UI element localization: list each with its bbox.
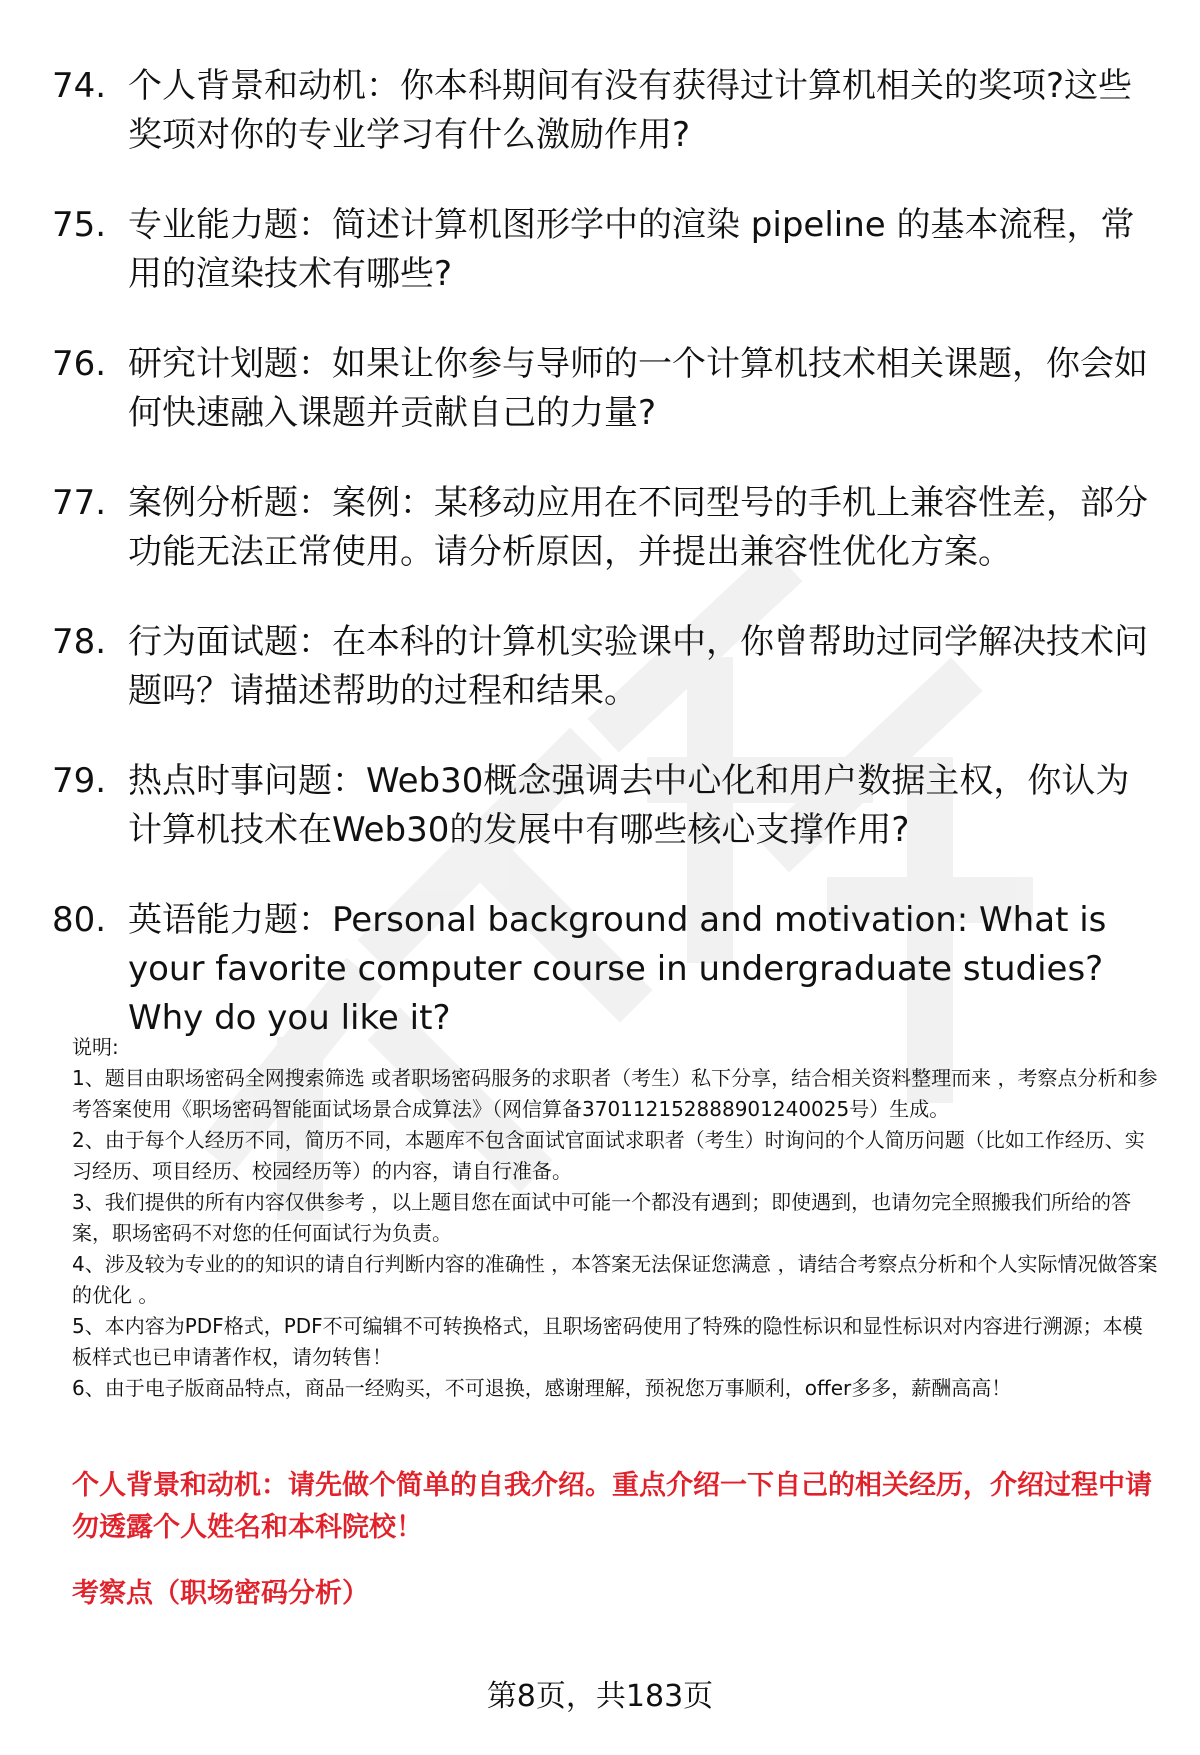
question-item xyxy=(52,340,1162,438)
question-text: 个人背景和动机：你本科期间有没有获得过计算机相关的奖项?这些奖项对你的专业学习有什么激励作用? xyxy=(128,66,1133,155)
question-text: 热点时事问题：Web30概念强调去中心化和用户数据主权，你认为计算机技术在Web30的发展中有哪些核心支撑作用? xyxy=(128,761,1130,850)
highlight-question: 个人背景和动机：请先做个简单的自我介绍。重点介绍一下自己的相关经历，介绍过程中请勿透露个人姓名和本科院校！ xyxy=(72,1470,1152,1543)
notes-title: 说明: xyxy=(72,1035,119,1059)
notes-section xyxy=(72,1032,1158,1404)
question-number: 80. xyxy=(52,900,107,940)
question-list xyxy=(52,62,1162,1084)
section-title: 考察点（职场密码分析） xyxy=(72,1578,369,1609)
note-item: 6、由于电子版商品特点，商品一经购买，不可退换，感谢理解，预祝您万事顺利，offer多多，薪酬高高！ xyxy=(72,1376,1012,1400)
note-item: 5、本内容为PDF格式，PDF不可编辑不可转换格式，且职场密码使用了特殊的隐性标识和显性标识对内容进行溯源；本模板样式也已申请著作权，请勿转售！ xyxy=(72,1314,1143,1369)
question-text: 案例分析题：案例：某移动应用在不同型号的手机上兼容性差，部分功能无法正常使用。请分析原因，并提出兼容性优化方案。 xyxy=(128,483,1148,572)
question-number: 77. xyxy=(52,483,107,523)
question-item xyxy=(52,479,1162,577)
question-number: 76. xyxy=(52,344,107,384)
question-item xyxy=(52,618,1162,716)
question-text: 行为面试题：在本科的计算机实验课中，你曾帮助过同学解决技术问题吗？请描述帮助的过程和结果。 xyxy=(128,622,1148,711)
question-item xyxy=(52,896,1162,1043)
question-item xyxy=(52,201,1162,299)
question-number: 78. xyxy=(52,622,107,662)
note-item: 4、涉及较为专业的的知识的请自行判断内容的准确性 ，本答案无法保证您满意 ，请结合考察点分析和个人实际情况做答案的优化 。 xyxy=(72,1252,1158,1307)
question-text: 英语能力题：Personal background and motivation: What is your favorite computer course in undergraduate studies? Why do you like it? xyxy=(128,900,1107,1038)
question-text: 专业能力题：简述计算机图形学中的渲染 pipeline 的基本流程，常用的渲染技术有哪些? xyxy=(128,205,1135,294)
question-number: 75. xyxy=(52,205,107,245)
question-text: 研究计划题：如果让你参与导师的一个计算机技术相关课题，你会如何快速融入课题并贡献自己的力量? xyxy=(128,344,1148,433)
note-item: 1、题目由职场密码全网搜索筛选 或者职场密码服务的求职者（考生）私下分享，结合相关资料整理而来 ，考察点分析和参考答案使用《职场密码智能面试场景合成算法》（网信算备370112152888901240025号）生成。 xyxy=(72,1066,1158,1121)
question-item xyxy=(52,757,1162,855)
note-item: 2、由于每个人经历不同，简历不同，本题库不包含面试官面试求职者（考生）时询问的个人简历问题（比如工作经历、实习经历、项目经历、校园经历等）的内容，请自行准备。 xyxy=(72,1128,1145,1183)
note-item: 3、我们提供的所有内容仅供参考 ，以上题目您在面试中可能一个都没有遇到；即使遇到，也请勿完全照搬我们所给的答案，职场密码不对您的任何面试行为负责。 xyxy=(72,1190,1132,1245)
page-footer: 第8页，共183页 xyxy=(486,1679,714,1714)
question-number: 74. xyxy=(52,66,107,106)
question-item xyxy=(52,62,1162,160)
question-number: 79. xyxy=(52,761,107,801)
